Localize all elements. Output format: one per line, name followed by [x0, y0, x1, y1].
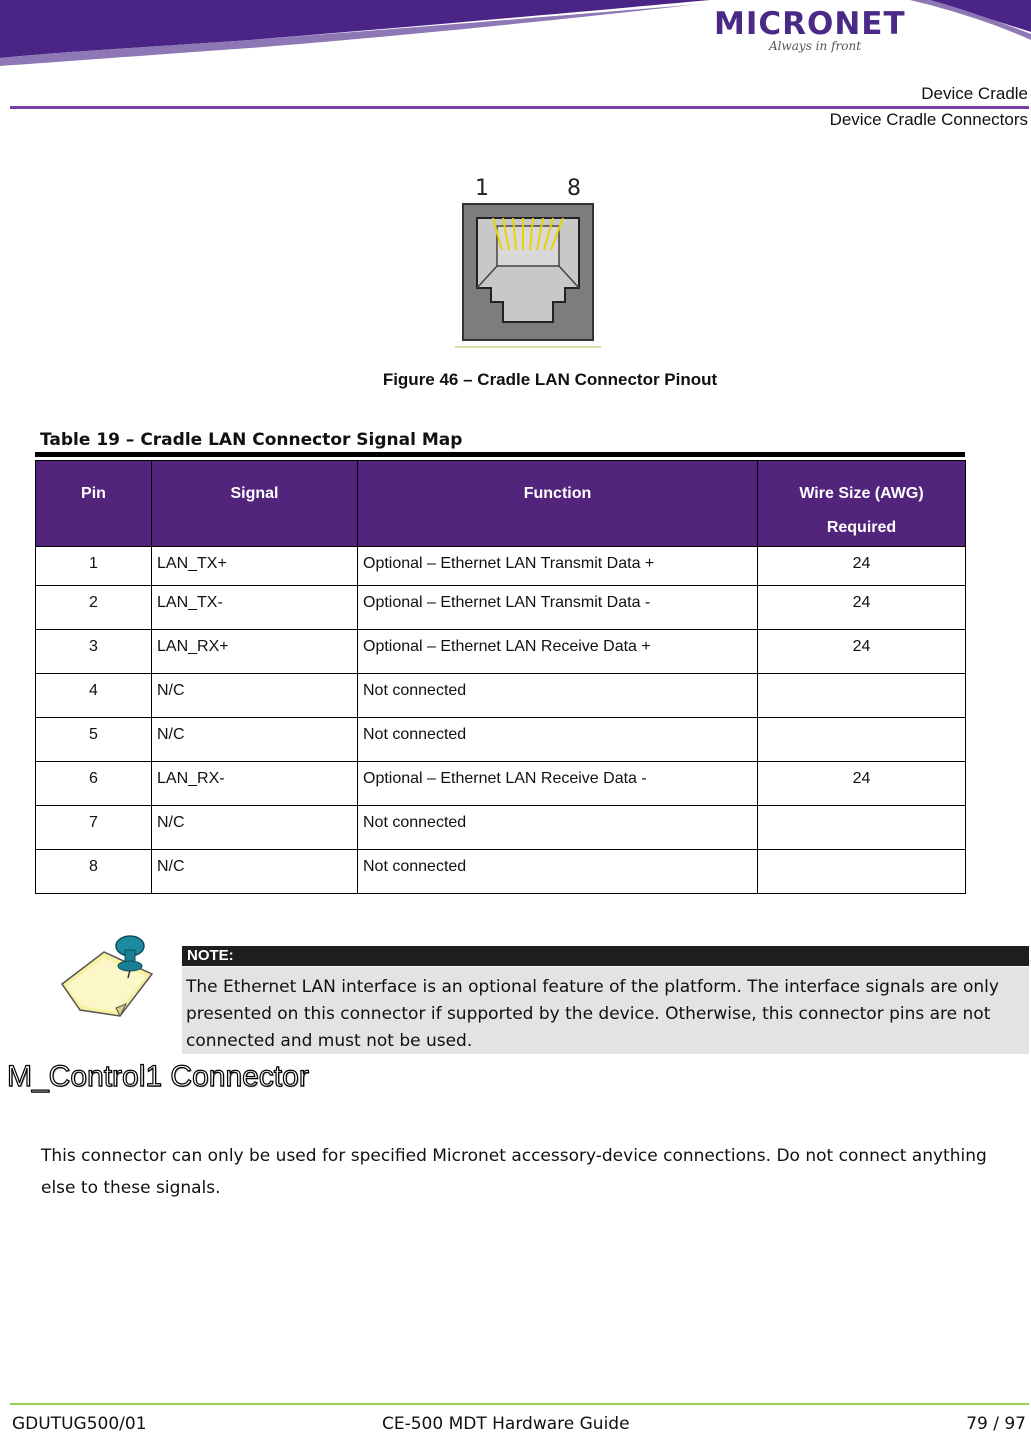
header-rule	[10, 106, 1029, 109]
table-row	[36, 586, 966, 630]
rj45-connector-figure	[455, 170, 605, 350]
table-row	[36, 806, 966, 850]
cell-signal: N/C	[152, 674, 358, 718]
cell-wire-size: 24	[758, 586, 966, 630]
cell-signal: LAN_TX-	[152, 586, 358, 630]
cell-signal: LAN_RX-	[152, 762, 358, 806]
header-wire-size-line1: Wire Size (AWG)	[799, 485, 924, 502]
table-row	[36, 547, 966, 586]
header-signal: Signal	[152, 461, 358, 547]
section-paragraph: This connector can only be used for specified Micronet accessory-device connections. Do not connect anything else to these signals.	[41, 1146, 987, 1198]
note-text: The Ethernet LAN interface is an optional feature of the platform. The interface signals are only presented on this connector if supported by the device. Otherwise, this connector pins are not connected and must not be used.	[182, 967, 1029, 1054]
cell-pin: 6	[36, 762, 152, 806]
cell-wire-size	[758, 806, 966, 850]
cell-function: Not connected	[358, 806, 758, 850]
header-wire-size-line2: Required	[826, 519, 897, 536]
cell-function: Not connected	[358, 850, 758, 894]
cell-wire-size: 24	[758, 547, 966, 586]
cell-wire-size	[758, 718, 966, 762]
header-section: Device Cradle Connectors	[829, 110, 1028, 129]
cell-function: Not connected	[358, 718, 758, 762]
cell-signal: N/C	[152, 806, 358, 850]
micronet-logo: MICRONET Always in front	[714, 6, 906, 53]
table-row	[36, 630, 966, 674]
cell-pin: 8	[36, 850, 152, 894]
section-heading: M_Control1 Connector	[7, 1060, 309, 1093]
table-title: Table 19 – Cradle LAN Connector Signal Map	[40, 430, 463, 450]
cell-wire-size	[758, 674, 966, 718]
cell-function: Optional – Ethernet LAN Receive Data -	[358, 762, 758, 806]
header-function: Function	[358, 461, 758, 547]
table-header-row	[36, 461, 966, 547]
cell-function: Not connected	[358, 674, 758, 718]
footer-doc-id: GDUTUG500/01	[12, 1414, 147, 1434]
cell-pin: 1	[36, 547, 152, 586]
footer-page-number: 79 / 97	[966, 1414, 1026, 1434]
cell-pin: 4	[36, 674, 152, 718]
cell-signal: LAN_RX+	[152, 630, 358, 674]
cell-wire-size	[758, 850, 966, 894]
note-pin-icon	[56, 932, 156, 1022]
table-title-rule	[35, 452, 965, 457]
footer-rule	[10, 1403, 1029, 1405]
table-row	[36, 718, 966, 762]
cell-function: Optional – Ethernet LAN Receive Data +	[358, 630, 758, 674]
table-row	[36, 850, 966, 894]
cell-signal: N/C	[152, 718, 358, 762]
cell-pin: 3	[36, 630, 152, 674]
header-wire-size	[758, 461, 966, 547]
cell-pin: 2	[36, 586, 152, 630]
cell-pin: 5	[36, 718, 152, 762]
table-row	[36, 762, 966, 806]
note-label: NOTE:	[182, 946, 1029, 966]
pin-1-label: 1	[475, 176, 489, 201]
signal-map-table	[35, 460, 966, 894]
cell-signal: N/C	[152, 850, 358, 894]
cell-wire-size: 24	[758, 630, 966, 674]
table-row	[36, 674, 966, 718]
cell-function: Optional – Ethernet LAN Transmit Data -	[358, 586, 758, 630]
cell-pin: 7	[36, 806, 152, 850]
header-pin: Pin	[36, 461, 152, 547]
pin-8-label: 8	[567, 176, 581, 201]
cell-function: Optional – Ethernet LAN Transmit Data +	[358, 547, 758, 586]
cell-wire-size: 24	[758, 762, 966, 806]
figure-caption: Figure 46 – Cradle LAN Connector Pinout	[382, 370, 718, 389]
footer-doc-title: CE-500 MDT Hardware Guide	[382, 1414, 630, 1434]
header-chapter: Device Cradle	[921, 84, 1028, 103]
cell-signal: LAN_TX+	[152, 547, 358, 586]
